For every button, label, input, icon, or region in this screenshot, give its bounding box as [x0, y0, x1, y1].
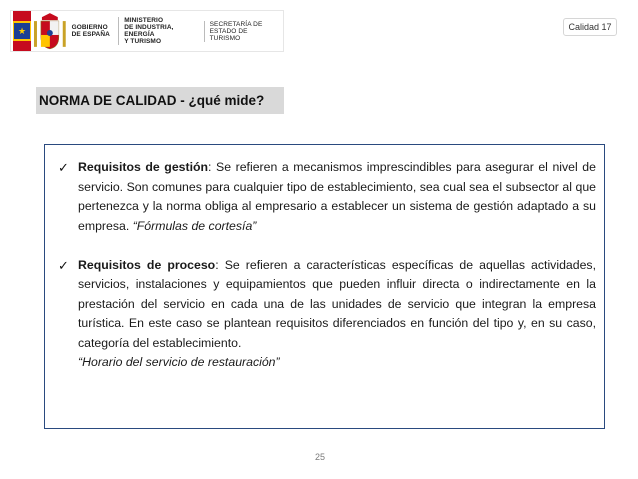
coat-of-arms-icon: [33, 11, 67, 51]
requirement-example: “Horario del servicio de restauración”: [78, 355, 280, 369]
slide-title: NORMA DE CALIDAD - ¿qué mide?: [36, 87, 284, 114]
checkmark-icon: ✓: [58, 257, 69, 273]
requirement-term: Requisitos de gestión: [78, 160, 209, 174]
logo-secretary-text: SECRETARÍA DE ESTADO DE TURISMO: [204, 21, 283, 42]
government-logo: [10, 10, 284, 52]
requirement-item: [57, 158, 596, 236]
section-tag: Calidad 17: [563, 18, 617, 36]
logo-gov-text: GOBIERNO DE ESPAÑA: [71, 24, 110, 38]
page-number: 25: [314, 452, 325, 462]
requirement-item: [57, 256, 596, 373]
requirement-term: Requisitos de proceso: [78, 257, 216, 272]
spain-flag-eu-icon: ★: [13, 11, 31, 51]
requirement-separator: :: [208, 160, 212, 174]
logo-ministry-text: MINISTERIO DE INDUSTRIA, ENERGÍA Y TURISMO: [118, 17, 203, 45]
requirement-text: Se refieren a características específicas de aquellas actividades, servicios, instalaciones y equipamientos que pueden influir directa o indirectamente en la prestación del servicio en cada una de las unidades de servicio que integran la empresa turística. En este caso se plantean requisitos diferenciados en función del tipo y, en su caso, categoría del establecimiento.: [78, 257, 596, 350]
checkmark-icon: ✓: [58, 160, 69, 175]
requirement-example: “Fórmulas de cortesía”: [132, 218, 257, 233]
content-box: [44, 144, 605, 429]
requirement-separator: :: [215, 257, 219, 272]
requirement-text: Se refieren a mecanismos imprescindibles para asegurar el nivel de servicio. Son comunes para cualquier tipo de establecimiento, sea cual sea el subsector al que pertenezca y la norma obliga al empresario a establecer un sistema de gestión adaptado a su empresa.: [78, 160, 596, 233]
